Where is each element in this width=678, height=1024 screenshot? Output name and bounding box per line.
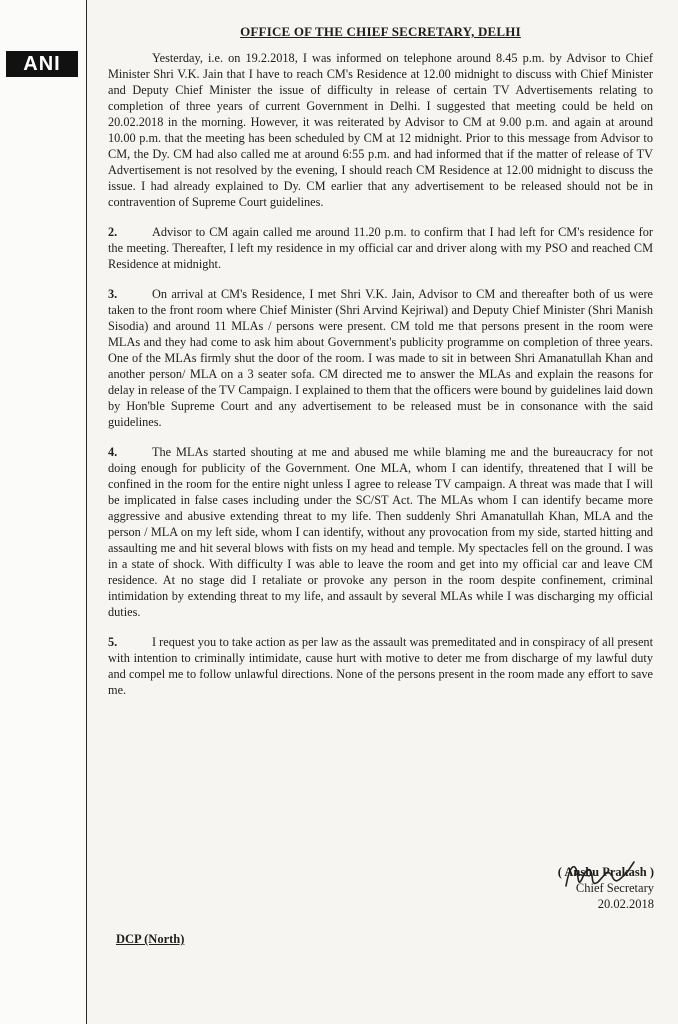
ani-logo: ANI [6, 51, 78, 77]
paragraph-text: Advisor to CM again called me around 11.20 p.m. to confirm that I had left for CM's residence for the meeting. Thereafter, I left my residence in my official car and driver along with my PSO and reached CM Residence at midnight. [108, 225, 653, 271]
signature-block [524, 864, 654, 912]
letter-page [108, 24, 653, 712]
paragraph-text: Yesterday, i.e. on 19.2.2018, I was informed on telephone around 8.45 p.m. by Advisor to Chief Minister Shri V.K. Jain that I have to reach CM's Residence at 12.00 midnight to discuss with Chief Minister and Deputy Chief Minister the issue of difficulty in release of certain TV Advertisements relating to completion of three years of current Government in Delhi. I suggested that meeting could be held on 20.02.2018 in the morning. However, it was reiterated by Advisor to CM at 9.00 p.m. and again at around 10.00 p.m. that the meeting has been scheduled by CM at 12 midnight. Prior to this message from Advisor to CM, the Dy. CM had also called me at around 6:55 p.m. and had informed that if the matter of release of TV Advertisement is not resolved by the evening, I should reach CM Residence at 12.00 midnight to discuss the issue. I had already explained to Dy. CM earlier that any advertisement to be released should not be in contravention of Supreme Court guidelines. [108, 51, 653, 209]
paragraph-number: 4. [108, 445, 118, 459]
signatory-name: ( Anshu Prakash ) [557, 865, 654, 879]
paragraph-number: 5. [108, 635, 118, 649]
paragraph-text: I request you to take action as per law as the assault was premeditated and in conspiracy of all present with intention to criminally intimidate, cause hurt with motive to deter me from discharge of my lawful duty and compel me to follow unlawful directions. None of the persons present in the room made any effort to save me. [108, 635, 653, 697]
paragraph-text: The MLAs started shouting at me and abused me while blaming me and the bureaucracy for not doing enough for publicity of the Government. One MLA, whom I can identify, threatened that I will be confined in the room for the entire night unless I agree to release TV campaign. A threat was made that I will be implicated in false cases including under the SC/ST Act. The MLAs whom I can identify became more aggressive and abusive extending threat to my life. Then suddenly Shri Amanatullah Khan, MLA and the person / MLA on my left side, whom I can identify, without any provocation from my side, started hitting and assaulting me and hit several blows with fists on my head and temple. My spectacles fell on the ground. I was in a state of shock. With difficulty I was able to leave the room and get into my official car and leave CM residence. At no stage did I retaliate or provoke any person in the room despite confinement, criminal intimidation by extending threat to my life, and assault by several MLAs while I was discharging my official duties. [108, 445, 653, 619]
paragraph-1 [108, 50, 653, 210]
paragraph-3 [108, 286, 653, 430]
paragraph-5 [108, 634, 653, 698]
page-edge-line [86, 0, 87, 1024]
signature-date: 20.02.2018 [597, 897, 654, 911]
left-margin-strip [0, 0, 86, 1024]
signatory-designation: Chief Secretary [575, 881, 654, 895]
paragraph-number: 3. [108, 287, 118, 301]
letter-title: OFFICE OF THE CHIEF SECRETARY, DELHI [240, 24, 521, 39]
paragraph-text: On arrival at CM's Residence, I met Shri V.K. Jain, Advisor to CM and thereafter both of us were taken to the front room where Chief Minister (Shri Arvind Kejriwal) and Deputy Chief Minister (Shri Manish Sisodia) and around 11 MLAs / persons were present. CM told me that persons present in the room were MLAs and they had come to ask him about Government's publicity programme on completion of three years. One of the MLAs firmly shut the door of the room. I was made to sit in between Shri Amanatullah Khan and another person/ MLA on a 3 seater sofa. CM directed me to answer the MLAs and explain the reasons for delay in release of the TV Campaign. I explained to them that the officers were bound by guidelines laid down by Hon'ble Supreme Court and any advertisement to be released must be in consonance with the said guidelines. [108, 287, 653, 429]
addressee: DCP (North) [116, 932, 185, 946]
paragraph-number: 2. [108, 225, 118, 239]
paragraph-4 [108, 444, 653, 620]
paragraph-2 [108, 224, 653, 272]
